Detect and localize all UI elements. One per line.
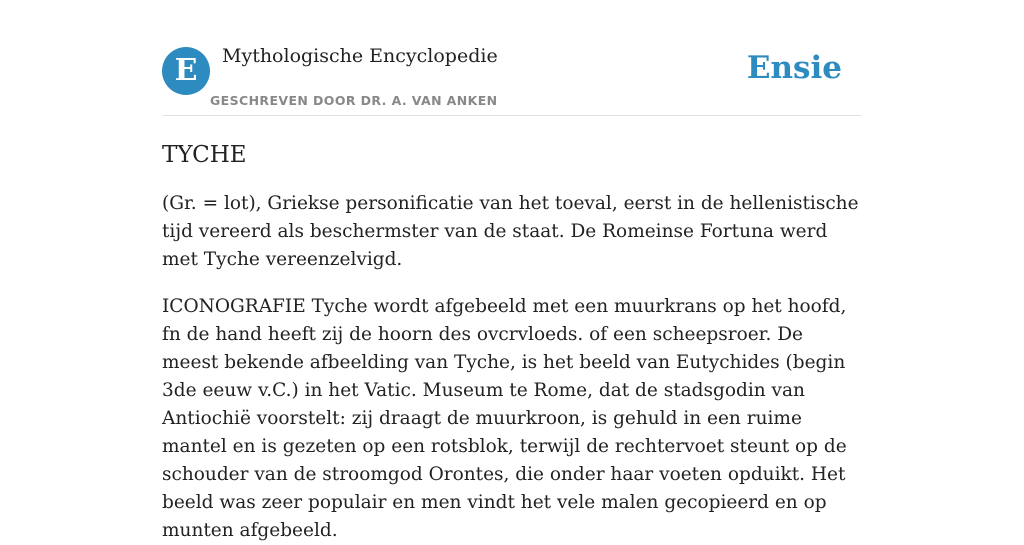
entry-content [162,140,862,545]
logo-e-icon[interactable]: E [162,47,210,95]
entry-paragraph-definition: (Gr. = lot), Griekse personificatie van het toeval, eerst in de hellenistische tijd vereerd als beschermster van de staat. De Romeinse Fortuna werd met Tyche vereenzelvigd. [162,193,859,270]
entry-title: TYCHE [162,142,247,168]
ensie-brand-logo[interactable]: Ensie [746,50,842,86]
book-title[interactable]: Mythologische Encyclopedie [222,45,498,67]
entry-paragraph-iconografie: ICONOGRAFIE Tyche wordt afgebeeld met een muurkrans op het hoofd, fn de hand heeft zij de hoorn des ovcrvloeds. of een scheepsroer. De meest bekende afbeelding van Tyche, is het beeld van Eutychides (begin 3de eeuw v.C.) in het Vatic. Museum te Rome, dat de stadsgodin van Antiochië voorstelt: zij draagt de muurkroon, is gehuld in een ruime mantel en is gezeten op een rotsblok, terwijl de rechtervoet steunt op de schouder van de stroomgod Orontes, die onder haar voeten opduikt. Het beeld was zeer populair en men vindt het vele malen gecopieerd en op munten afgebeeld. [162,296,847,541]
header [162,0,862,116]
author-byline: GESCHREVEN DOOR DR. A. VAN ANKEN [210,93,498,108]
